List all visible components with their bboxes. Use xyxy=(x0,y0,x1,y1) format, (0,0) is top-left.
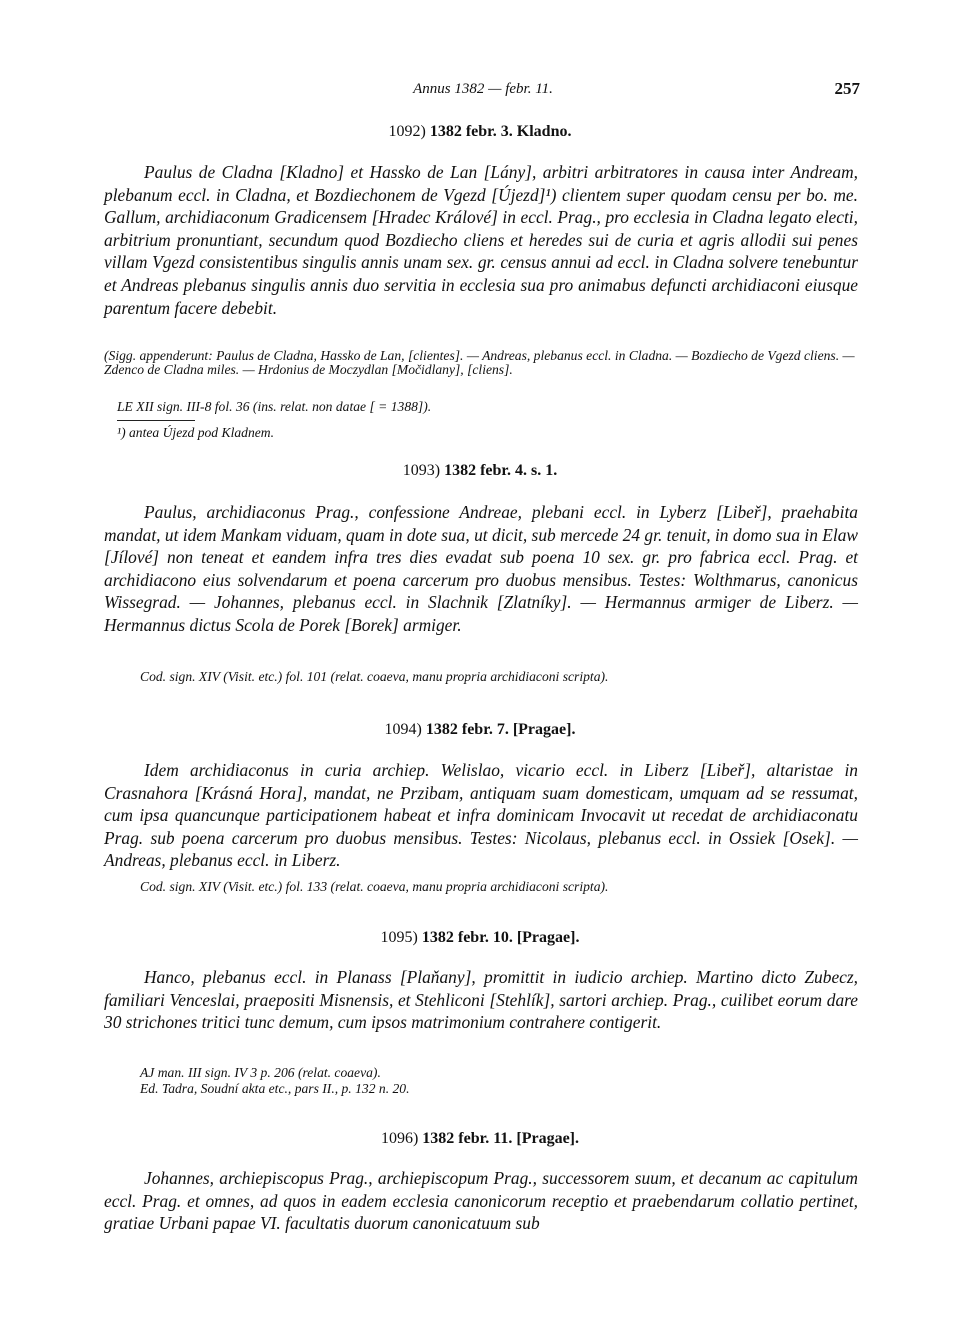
entry-text-1093: Paulus, archidiaconus Prag., confessione Andreae, plebani eccl. in Lyberz [Libeř], praehabita mandat, ut idem Mankam viduam, quam in dote sua, ut dicit, sub mercede 24 gr. tenuit, in domo sua in Elaw [Jílové] non teneat et eandem infra tres dies evadat sub poena 10 sex. gr. pro fabrica eccl. Prag. et archidiacono eius solvendarum et poena carcerum pro duobus mensibus. Testes: Wolthmarus, canonicus Wissegrad. — Johannes, plebanus eccl. in Slachnik [Zlatníky]. — Hermannus armiger de Liberz. — Hermannus dictus Scola de Porek [Borek] armiger. xyxy=(104,502,858,635)
source-citation-1095: AJ man. III sign. IV 3 p. 206 (relat. coaeva). xyxy=(140,1065,381,1080)
entry-number: 1093) xyxy=(402,462,441,479)
page-number: 257 xyxy=(834,79,860,98)
edition-citation-1095: Ed. Tadra, Soudní akta etc., pars II., p. 132 n. 20. xyxy=(140,1081,410,1096)
entry-date: 1382 febr. 7. [Pragae]. xyxy=(425,721,576,738)
entry-number: 1092) xyxy=(388,123,426,140)
entry-heading-1096 xyxy=(0,1130,960,1148)
entry-date: 1382 febr. 10. [Pragae]. xyxy=(421,929,580,946)
entry-heading-1094 xyxy=(0,721,960,739)
entry-number: 1094) xyxy=(384,721,422,738)
entry-heading-1092 xyxy=(0,123,960,141)
entry-heading-1095 xyxy=(0,929,960,947)
source-citation-1093: Cod. sign. XIV (Visit. etc.) fol. 101 (relat. coaeva, manu propria archidiaconi scripta). xyxy=(140,669,609,684)
entry-number: 1095) xyxy=(380,929,418,946)
entry-text-1095: Hanco, plebanus eccl. in Planass [Plaňany], promittit in iudicio archiep. Martino dicto Zubecz, familiari Venceslai, praepositi Misnensis, et Stehliconi [Stehlík], sartori archiep. Prag., cuilibet eorum dare 30 strichones tritici tunc demum, cum ipsos matrimonium contrahere contigerit. xyxy=(104,967,858,1033)
entry-text-1096: Johannes, archiepiscopus Prag., archiepiscopum Prag., successorem suum, et decanum ac capitulum eccl. Prag. et omnes, ad quos in eadem ecclesia canonicorum receptio et praebendarum collatio pertinet, gratiae Urbani papae VI. facultatis duorum canonicatuum sub xyxy=(104,1168,858,1234)
entry-date: 1382 febr. 4. s. 1. xyxy=(444,462,558,479)
running-head-title: Annus 1382 — febr. 11. xyxy=(413,81,553,97)
entry-text-1092: Paulus de Cladna [Kladno] et Hassko de Lan [Lány], arbitri arbitratores in causa inter Andream, plebanum eccl. in Cladna, et Bozdiechonem de Vgezd [Újezd]¹) clientem super quodam censu per bo. me. Gallum, archidiaconum Gradicensem [Hradec Králové] in eccl. Prag., pro ecclesia in Cladna legato electi, arbitrium pronuntiant, secundum quod Bozdiecho cliens et heredes sui de curia et agris allodii sui penes villam Vgezd consistentibus singulis annis unam sex. gr. census annui ad eccl. in Cladna solvere tenebuntur et Andreas plebanus singulis annis duo servitia in ecclesia sua pro animabus defuncti archidiaconi eiusque parentum facere debebit. xyxy=(104,162,858,318)
footnote-rule xyxy=(117,420,195,421)
seal-note-1092: (Sigg. appenderunt: Paulus de Cladna, Hassko de Lan, [clientes]. — Andreas, plebanus eccl. in Cladna. — Bozdiecho de Vgezd cliens. — Zdenco de Cladna miles. — Hrdonius de Moczydlan [Močidlany], [cliens]. xyxy=(104,348,855,378)
source-citation-1092: LE XII sign. III-8 fol. 36 (ins. relat. non datae [ = 1388]). xyxy=(117,399,432,414)
entry-date: 1382 febr. 11. [Pragae]. xyxy=(422,1130,580,1147)
entry-date: 1382 febr. 3. Kladno. xyxy=(429,123,572,140)
entry-number: 1096) xyxy=(380,1130,419,1147)
entry-text-1094: Idem archidiaconus in curia archiep. Welislao, vicario eccl. in Liberz [Libeř], altaristae in Crasnahora [Krásná Hora], mandat, ne Przibam, antiquam suam domesticam, umquam ad se ressumat, cum ipsa quancunque participationem habeat et infra dominicam Invocavit ut recedat de archidiaconatu Prag. sub poena carcerum pro duobus mensibus. Testes: Nicolaus, plebanus eccl. in Ossiek [Osek]. — Andreas, plebanus eccl. in Liberz. xyxy=(104,760,858,871)
entry-heading-1093 xyxy=(0,462,960,480)
footnote-1092: ¹) antea Újezd pod Kladnem. xyxy=(117,425,274,440)
source-citation-1094: Cod. sign. XIV (Visit. etc.) fol. 133 (relat. coaeva, manu propria archidiaconi scripta). xyxy=(140,879,609,894)
running-head xyxy=(0,79,960,103)
